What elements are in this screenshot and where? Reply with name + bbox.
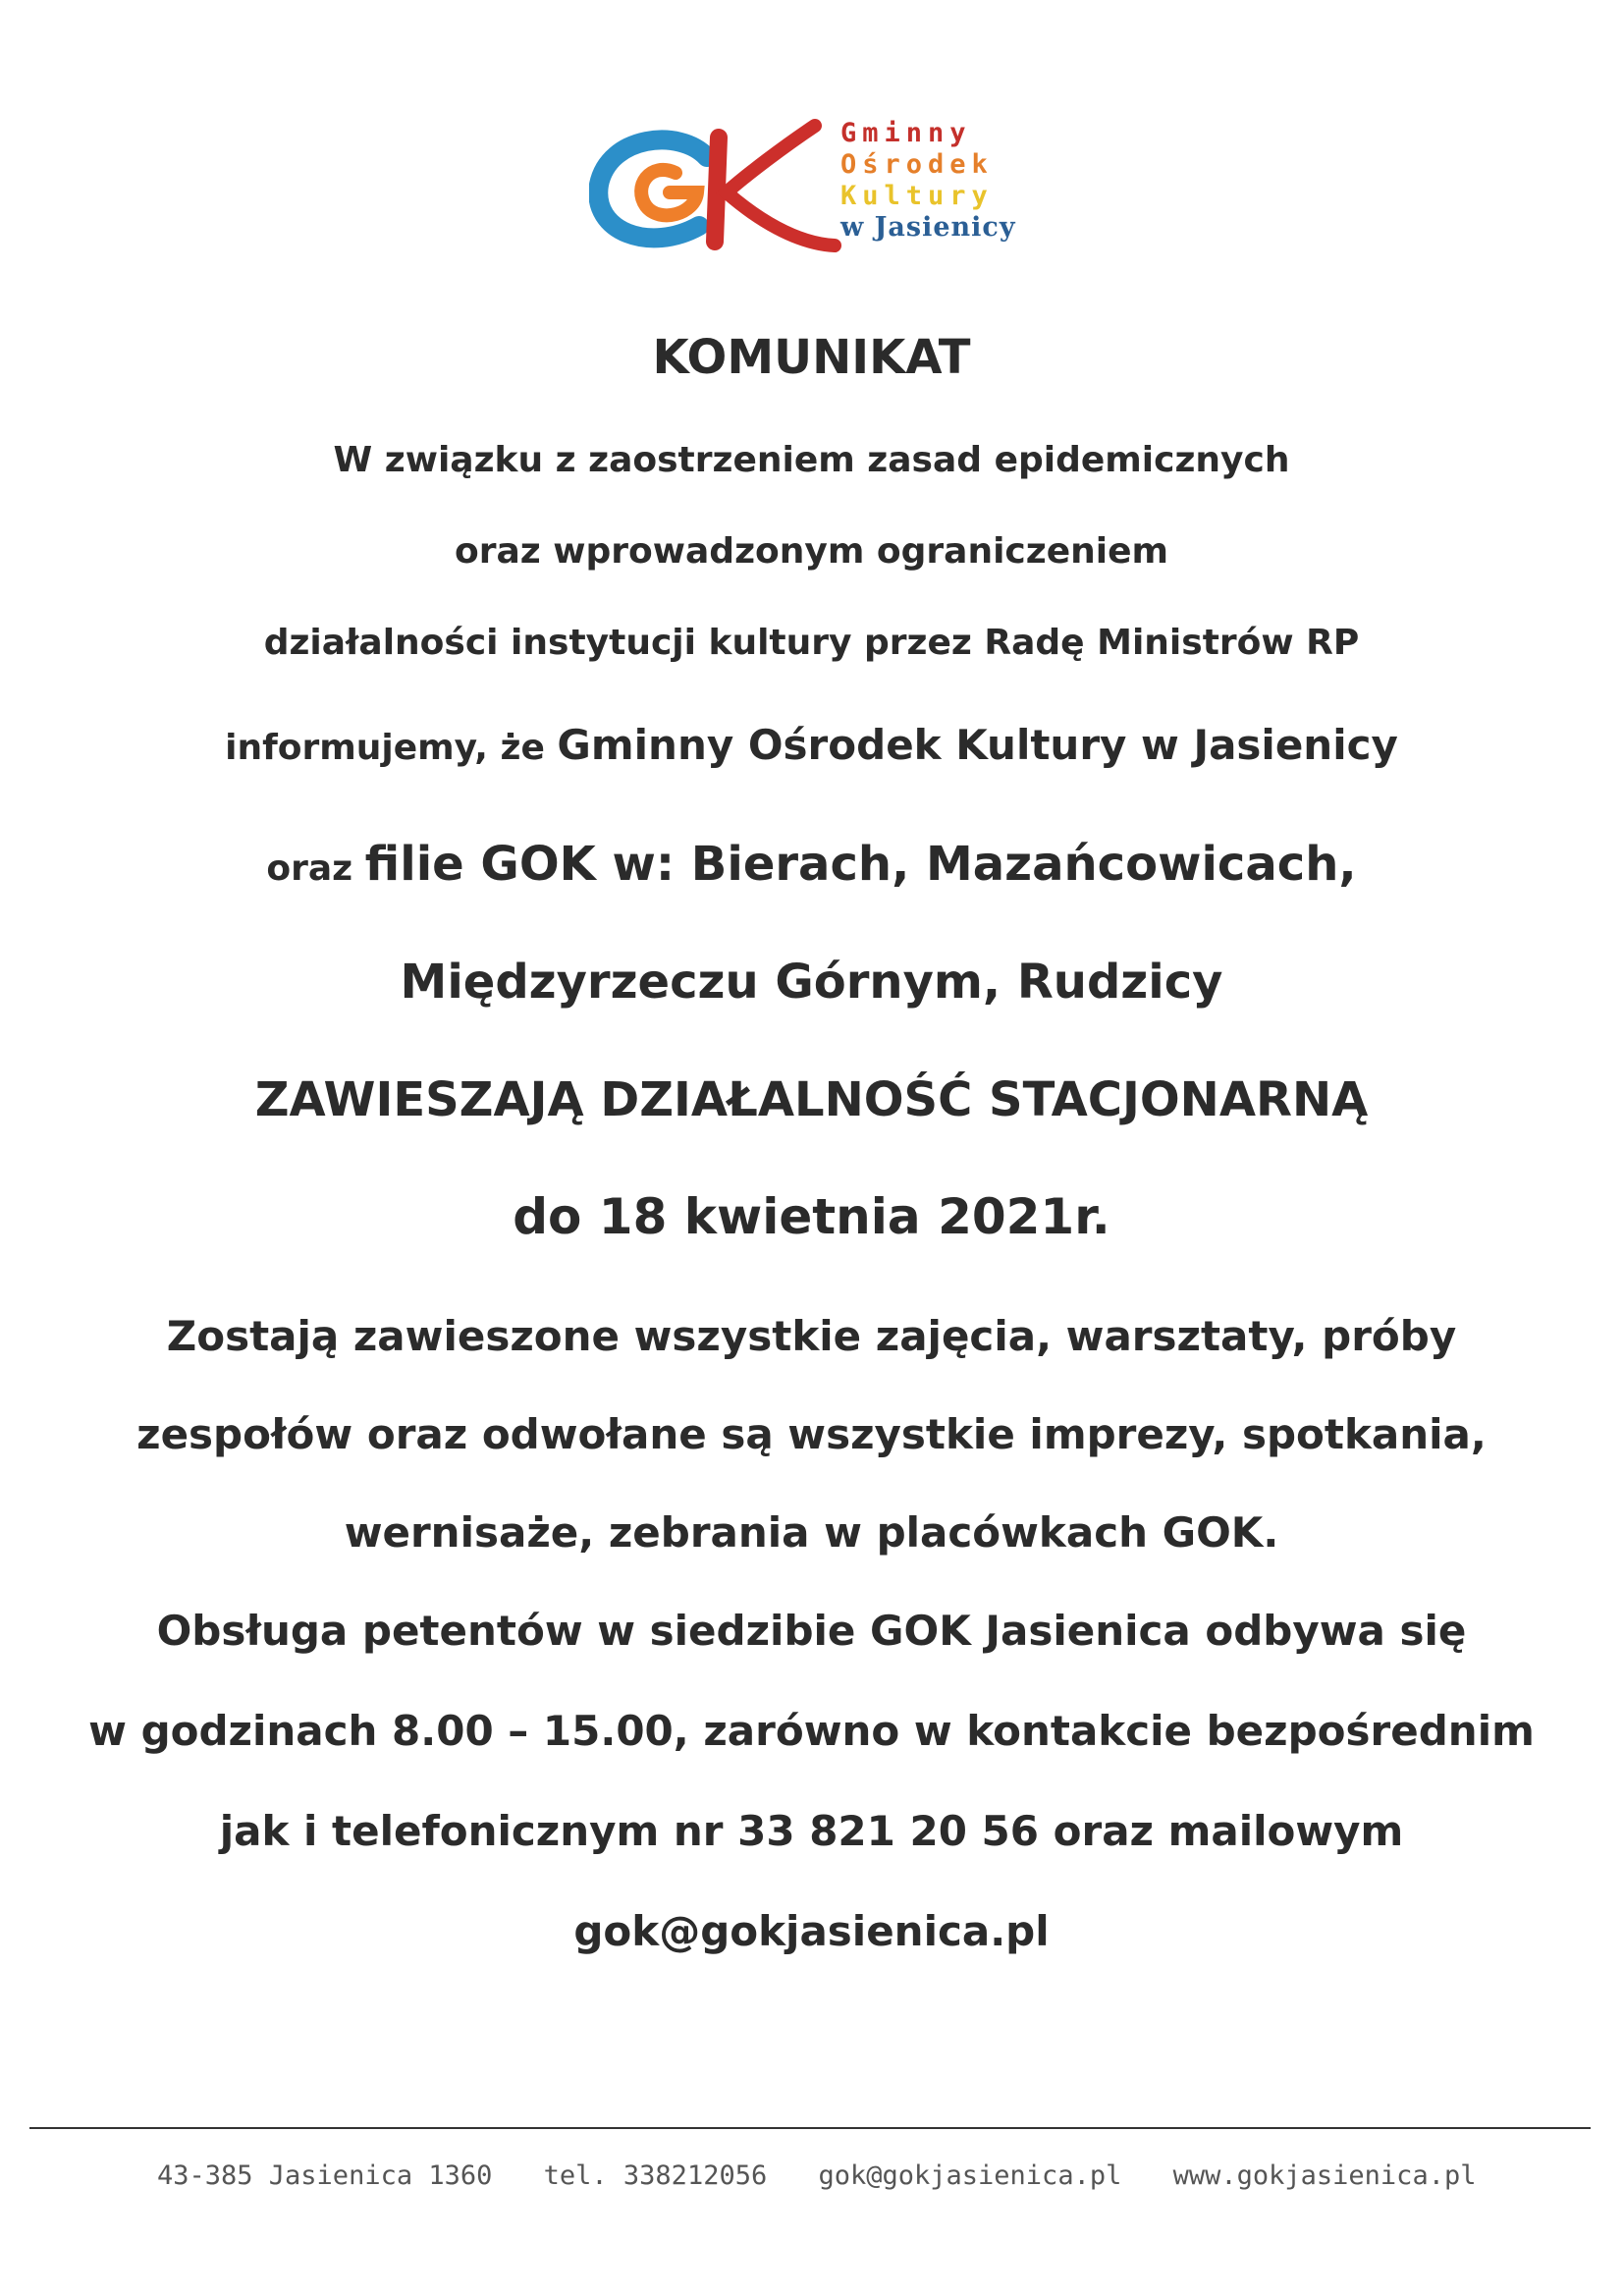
- body-line-12: Obsługa petentów w siedzibie GOK Jasienica odbywa się: [156, 1607, 1467, 1655]
- footer-divider: [29, 2127, 1591, 2129]
- page-title: KOMUNIKAT: [652, 330, 971, 385]
- body-line-4-intro: informujemy, że: [225, 728, 558, 768]
- body-line-10: zespołów oraz odwołane są wszystkie imprezy, spotkania,: [136, 1410, 1487, 1458]
- contact-email[interactable]: gok@gokjasienica.pl: [573, 1907, 1050, 1955]
- footer-website[interactable]: www.gokjasienica.pl: [1172, 2160, 1477, 2191]
- body-line-5-branches: filie GOK w: Bierach, Mazańcowicach,: [364, 837, 1357, 892]
- suspension-headline: ZAWIESZAJĄ DZIAŁALNOŚĆ STACJONARNĄ: [254, 1072, 1369, 1127]
- body-line-6: Międzyrzeczu Górnym, Rudzicy: [400, 955, 1223, 1010]
- body-line-11: wernisaże, zebrania w placówkach GOK.: [344, 1508, 1279, 1557]
- body-line-13: w godzinach 8.00 – 15.00, zarówno w kontakcie bezpośrednim: [88, 1707, 1535, 1755]
- body-line-5: [0, 837, 1623, 892]
- footer-address: 43-385 Jasienica 1360: [157, 2160, 493, 2191]
- footer-phone: tel. 338212056: [543, 2160, 768, 2191]
- body-line-4: [0, 721, 1623, 769]
- logo-line-kultury: Kultury: [840, 181, 994, 211]
- body-line-2: oraz wprowadzonym ograniczeniem: [454, 531, 1169, 572]
- logo-line-jasienicy: w Jasienicy: [840, 212, 1016, 243]
- body-line-9: Zostają zawieszone wszystkie zajęcia, warsztaty, próby: [166, 1312, 1457, 1360]
- gok-logo-mark: [589, 116, 844, 263]
- body-line-1: W związku z zaostrzeniem zasad epidemicznych: [333, 440, 1290, 480]
- footer-email[interactable]: gok@gokjasienica.pl: [818, 2160, 1122, 2191]
- suspension-date: do 18 kwietnia 2021r.: [513, 1188, 1110, 1245]
- body-line-5-intro: oraz: [266, 848, 365, 889]
- body-line-14: jak i telefonicznym nr 33 821 20 56 oraz mailowym: [219, 1807, 1404, 1855]
- body-line-3: działalności instytucji kultury przez Radę Ministrów RP: [263, 623, 1360, 663]
- gok-logo: [589, 116, 1070, 263]
- logo-line-osrodek: Ośrodek: [840, 149, 994, 180]
- footer: [157, 2160, 1511, 2191]
- body-line-4-institution: Gminny Ośrodek Kultury w Jasienicy: [557, 721, 1398, 769]
- logo-line-gminny: Gminny: [840, 118, 972, 148]
- gok-logo-text: [840, 118, 1016, 244]
